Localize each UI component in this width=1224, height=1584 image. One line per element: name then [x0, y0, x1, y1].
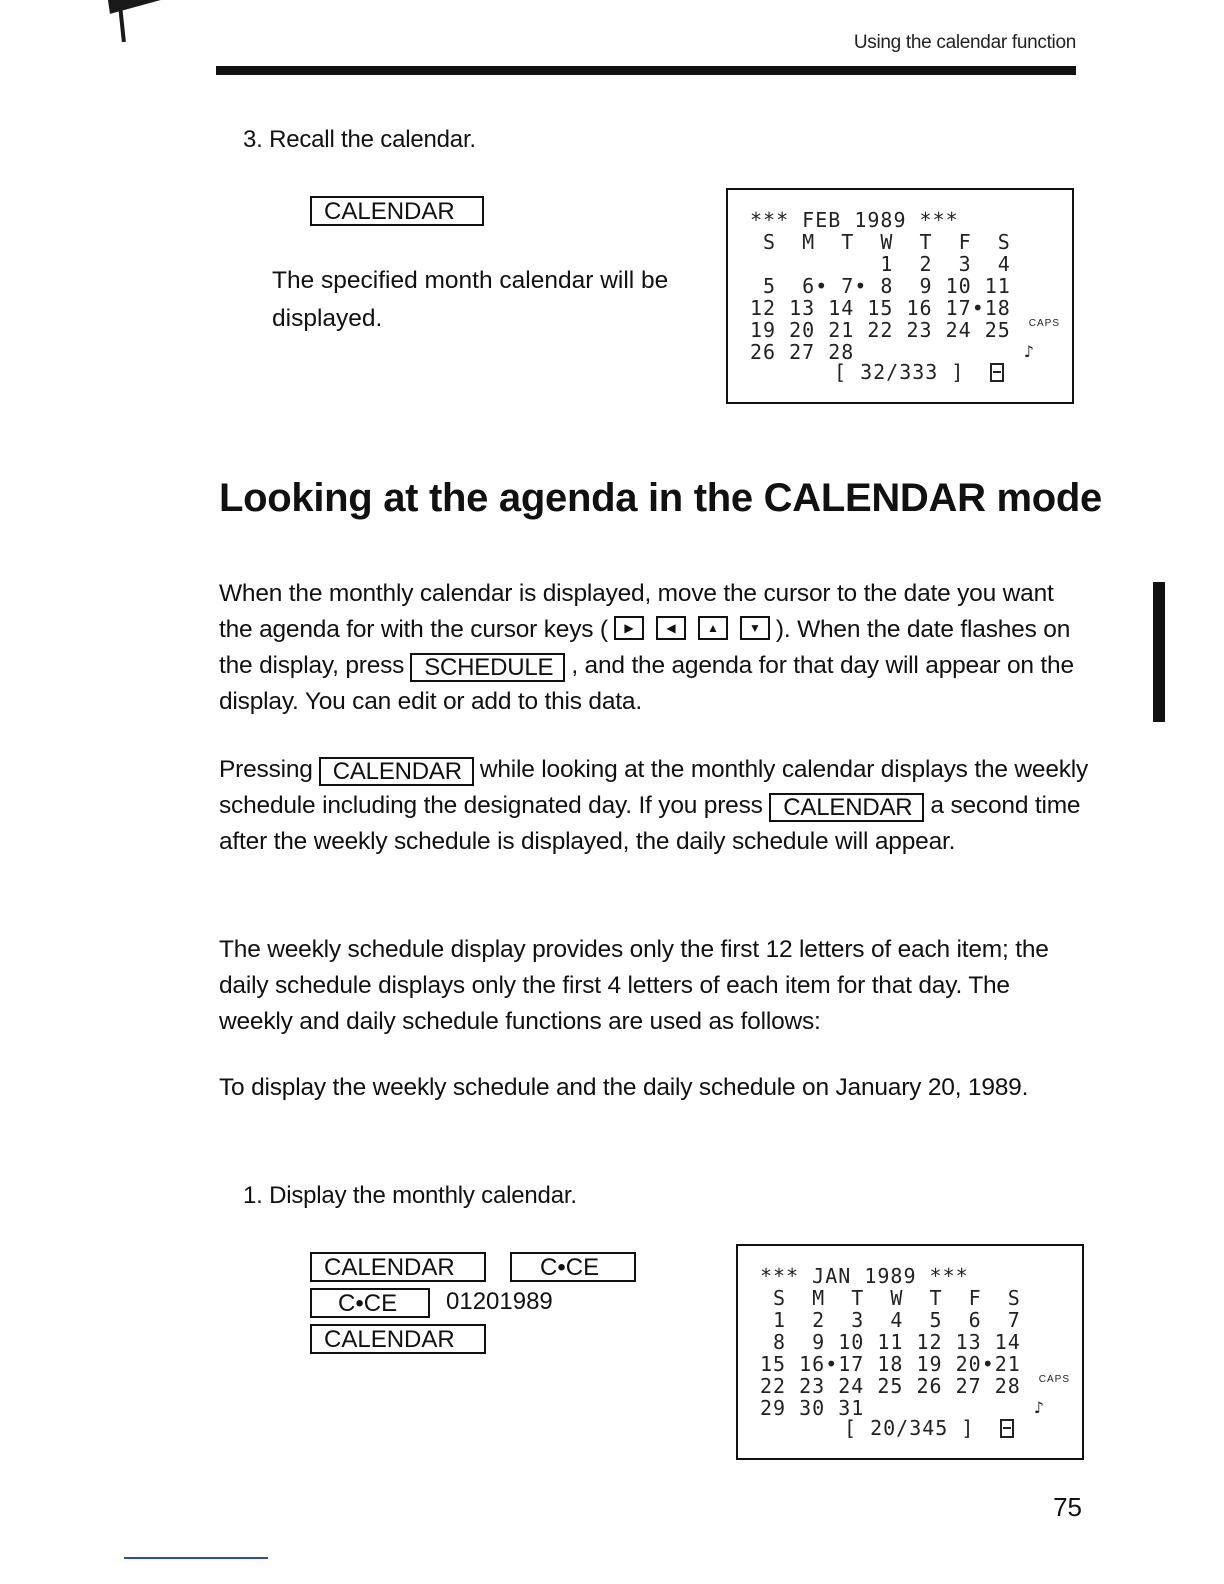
left-arrow-icon: ◀: [656, 616, 686, 640]
battery-icon: [990, 362, 1004, 382]
calendar-key: CALENDAR: [319, 757, 474, 786]
schedule-key: SCHEDULE: [410, 653, 565, 682]
header-rule: [216, 66, 1076, 75]
caps-indicator: CAPS: [1038, 1374, 1070, 1385]
lcd-status: [ 32/333 ]: [834, 360, 965, 384]
text-span: while looking at the monthly calendar displays the weekly schedule including the designated day. If you press: [219, 756, 1089, 819]
lcd-row: 1 2 3 4 5 6 7: [760, 1308, 1021, 1332]
calendar-key: CALENDAR: [310, 196, 484, 226]
calendar-key: CALENDAR: [310, 1324, 486, 1354]
lcd-row: 1 2 3 4: [750, 252, 1011, 276]
up-arrow-icon: ▲: [698, 616, 728, 640]
step-3-text: 3. Recall the calendar.: [243, 126, 476, 153]
battery-icon: [1000, 1418, 1014, 1438]
calendar-key: CALENDAR: [769, 793, 924, 822]
note-icon: ♪: [1023, 342, 1034, 361]
lcd-row: 26 27 28: [750, 340, 855, 364]
c-ce-key: C•CE: [310, 1288, 430, 1318]
lcd-row: 12 13 14 15 16 17•18: [750, 296, 1011, 320]
c-ce-key: C•CE: [510, 1252, 636, 1282]
lcd-row: 5 6• 7• 8 9 10 11: [750, 274, 1011, 298]
lcd-row: 8 9 10 11 12 13 14: [760, 1330, 1021, 1354]
paragraph-calendar-key: [219, 752, 1089, 860]
step-3-description: The specified month calendar will be displayed.: [272, 267, 669, 332]
right-arrow-icon: ▶: [614, 616, 644, 640]
lcd-row: *** FEB 1989 ***: [750, 208, 959, 232]
text-span: , and the agenda for that day will appear on the display. You can edit or add to this data.: [219, 652, 1074, 715]
text-span: Pressing: [219, 756, 313, 783]
typed-date: 01201989: [446, 1288, 553, 1315]
lcd-row: S M T W T F S: [750, 230, 1011, 254]
lcd-row: S M T W T F S: [760, 1286, 1021, 1310]
paragraph-example: To display the weekly schedule and the daily schedule on January 20, 1989.: [219, 1074, 1029, 1101]
lcd-row: 15 16•17 18 19 20•21: [760, 1352, 1021, 1376]
running-head: Using the calendar function: [853, 32, 1076, 53]
lcd-status: [ 20/345 ]: [844, 1416, 975, 1440]
lcd-display-jan: [736, 1244, 1084, 1460]
note-icon: ♪: [1033, 1398, 1044, 1417]
chapter-thumb-tab: [1153, 582, 1165, 722]
text-span: When the monthly calendar is displayed, move the cursor to the date you want the agenda for with the cursor keys (: [219, 580, 1054, 643]
corner-scan-mark: [108, 0, 219, 14]
calendar-key: CALENDAR: [310, 1252, 486, 1282]
caps-indicator: CAPS: [1028, 318, 1060, 329]
lcd-row: 22 23 24 25 26 27 28: [760, 1374, 1021, 1398]
page-number: 75: [1053, 1492, 1082, 1522]
text-span: a second time after the weekly schedule is displayed, the daily schedule will appear.: [219, 792, 1081, 855]
step-1-text: 1. Display the monthly calendar.: [243, 1182, 577, 1209]
paragraph-cursor-keys: [219, 576, 1089, 720]
lcd-row: 19 20 21 22 23 24 25: [750, 318, 1011, 342]
text-span: ). When the date flashes on the display, press: [219, 616, 1071, 679]
footer-line: [124, 1557, 268, 1559]
down-arrow-icon: ▼: [740, 616, 770, 640]
section-title: Looking at the agenda in the CALENDAR mode: [219, 476, 1102, 520]
lcd-row: *** JAN 1989 ***: [760, 1264, 969, 1288]
paragraph-schedule-display: The weekly schedule display provides only the first 12 letters of each item; the daily schedule displays only the first 4 letters of each item for that day. The weekly and daily schedule functions are used as follows:: [219, 936, 1049, 1035]
lcd-row: 29 30 31: [760, 1396, 865, 1420]
lcd-display-feb: [726, 188, 1074, 404]
